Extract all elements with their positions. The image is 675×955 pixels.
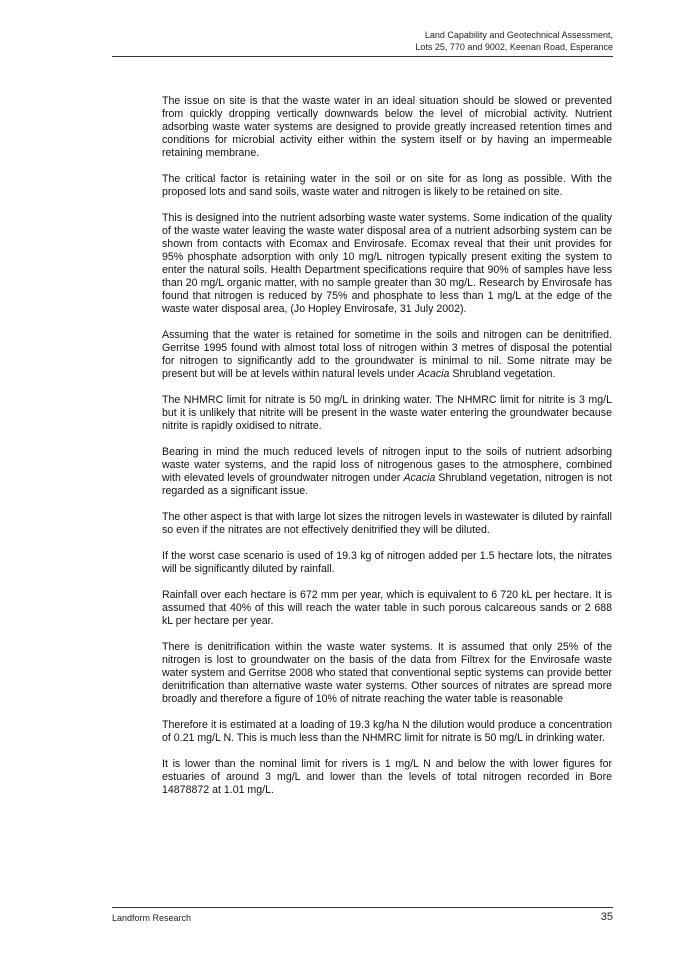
paragraph-11: Therefore it is estimated at a loading of 19.3 kg/ha N the dilution would produce a concentration of 0.21 mg/L N. This is much less than the NHMRC limit for nitrate is 50 mg/L in drinking water.: [162, 719, 612, 744]
footer-divider: [112, 907, 613, 908]
header-line-1: Land Capability and Geotechnical Assessment,: [424, 30, 613, 40]
footer-organisation: Landform Research: [112, 913, 192, 923]
paragraph-3: This is designed into the nutrient adsorbing waste water systems. Some indication of the quality of the waste water leaving the waste water disposal area of a nutrient adsorbing system can be shown from contacts with Ecomax and Envirosafe. Ecomax reveal that their unit provides for 95% phosphate adsorption with only 10 mg/L nitrogen typically present exiting the system to enter the natural soils. Health Department specifications require that 90% of samples have less than 20 mg/L organic matter, with no sample greater than 30 mg/L. Research by Envirosafe has found that nitrogen is reduced by 75% and phosphate to less than 1 mg/L at the edge of the waste water disposal area, (Jo Hopley Envirosafe, 31 July 2002).: [162, 212, 612, 315]
paragraph-5: The NHMRC limit for nitrate is 50 mg/L in drinking water. The NHMRC limit for nitrite is 3 mg/L but it is unlikely that nitrite will be present in the waste water entering the groundwater because nitrite is rapidly oxidised to nitrate.: [162, 394, 612, 432]
paragraph-6: [162, 446, 612, 498]
header-line-2: Lots 25, 770 and 9002, Keenan Road, Esperance: [415, 41, 613, 52]
paragraph-4-text-a: Assuming that the water is retained for sometime in the soils and nitrogen can be denitrified. Gerritse 1995 found with almost total loss of nitrogen within 3 metres of disposal the potential for nitrogen to significantly add to the groundwater is minimal to nil. Some nitrate may be present but will be at levels within natural levels under: [162, 329, 612, 380]
paragraph-7: The other aspect is that with large lot sizes the nitrogen levels in wastewater is diluted by rainfall so even if the nitrates are not effectively denitrified they will be diluted.: [162, 511, 612, 536]
paragraph-1: The issue on site is that the waste water in an ideal situation should be slowed or prevented from quickly dropping vertically downwards below the level of microbial activity. Nutrient adsorbing waste water systems are designed to provide greatly increased retention times and conditions for microbial activity either within the system itself or by having an impermeable retaining membrane.: [162, 95, 612, 159]
paragraph-6-text-b: Shrubland vegetation, nitrogen is not regarded as a significant issue.: [162, 472, 612, 497]
body-text: [162, 95, 612, 810]
paragraph-10: There is denitrification within the waste water systems. It is assumed that only 25% of the nitrogen is lost to groundwater on the basis of the data from Filtrex for the Envirosafe waste water system and Gerritse 2008 who stated that conventional septic systems can provide better denitrification than alternative waste water systems. Other sources of nitrates are spread more broadly and therefore a figure of 10% of nitrate reaching the water table is reasonable: [162, 641, 612, 705]
page-number: 35: [600, 911, 613, 923]
paragraph-6-italic: Acacia: [403, 472, 436, 484]
paragraph-12: It is lower than the nominal limit for rivers is 1 mg/L N and below the with lower figures for estuaries of around 3 mg/L and lower than the levels of total nitrogen recorded in Bore 14878872 at 1.01 mg/L.: [162, 758, 612, 796]
header-divider: [112, 56, 613, 57]
paragraph-4-italic: Acacia: [417, 368, 450, 380]
paragraph-2: The critical factor is retaining water in the soil or on site for as long as possible. With the proposed lots and sand soils, waste water and nitrogen is likely to be retained on site.: [162, 173, 612, 198]
paragraph-4-text-b: Shrubland vegetation.: [449, 368, 556, 380]
paragraph-9: Rainfall over each hectare is 672 mm per year, which is equivalent to 6 720 kL per hectare. It is assumed that 40% of this will reach the water table in such porous calcareous sands or 2 688 kL per hectare per year.: [162, 589, 612, 627]
paragraph-6-text-a: Bearing in mind the much reduced levels of nitrogen input to the soils of nutrient adsorbing waste water systems, and the rapid loss of nitrogenous gases to the atmosphere, combined with elevated levels of groundwater nitrogen under: [162, 446, 612, 484]
running-header: [193, 30, 613, 53]
paragraph-4: [162, 329, 612, 381]
paragraph-8: If the worst case scenario is used of 19.3 kg of nitrogen added per 1.5 hectare lots, the nitrates will be significantly diluted by rainfall.: [162, 550, 612, 575]
